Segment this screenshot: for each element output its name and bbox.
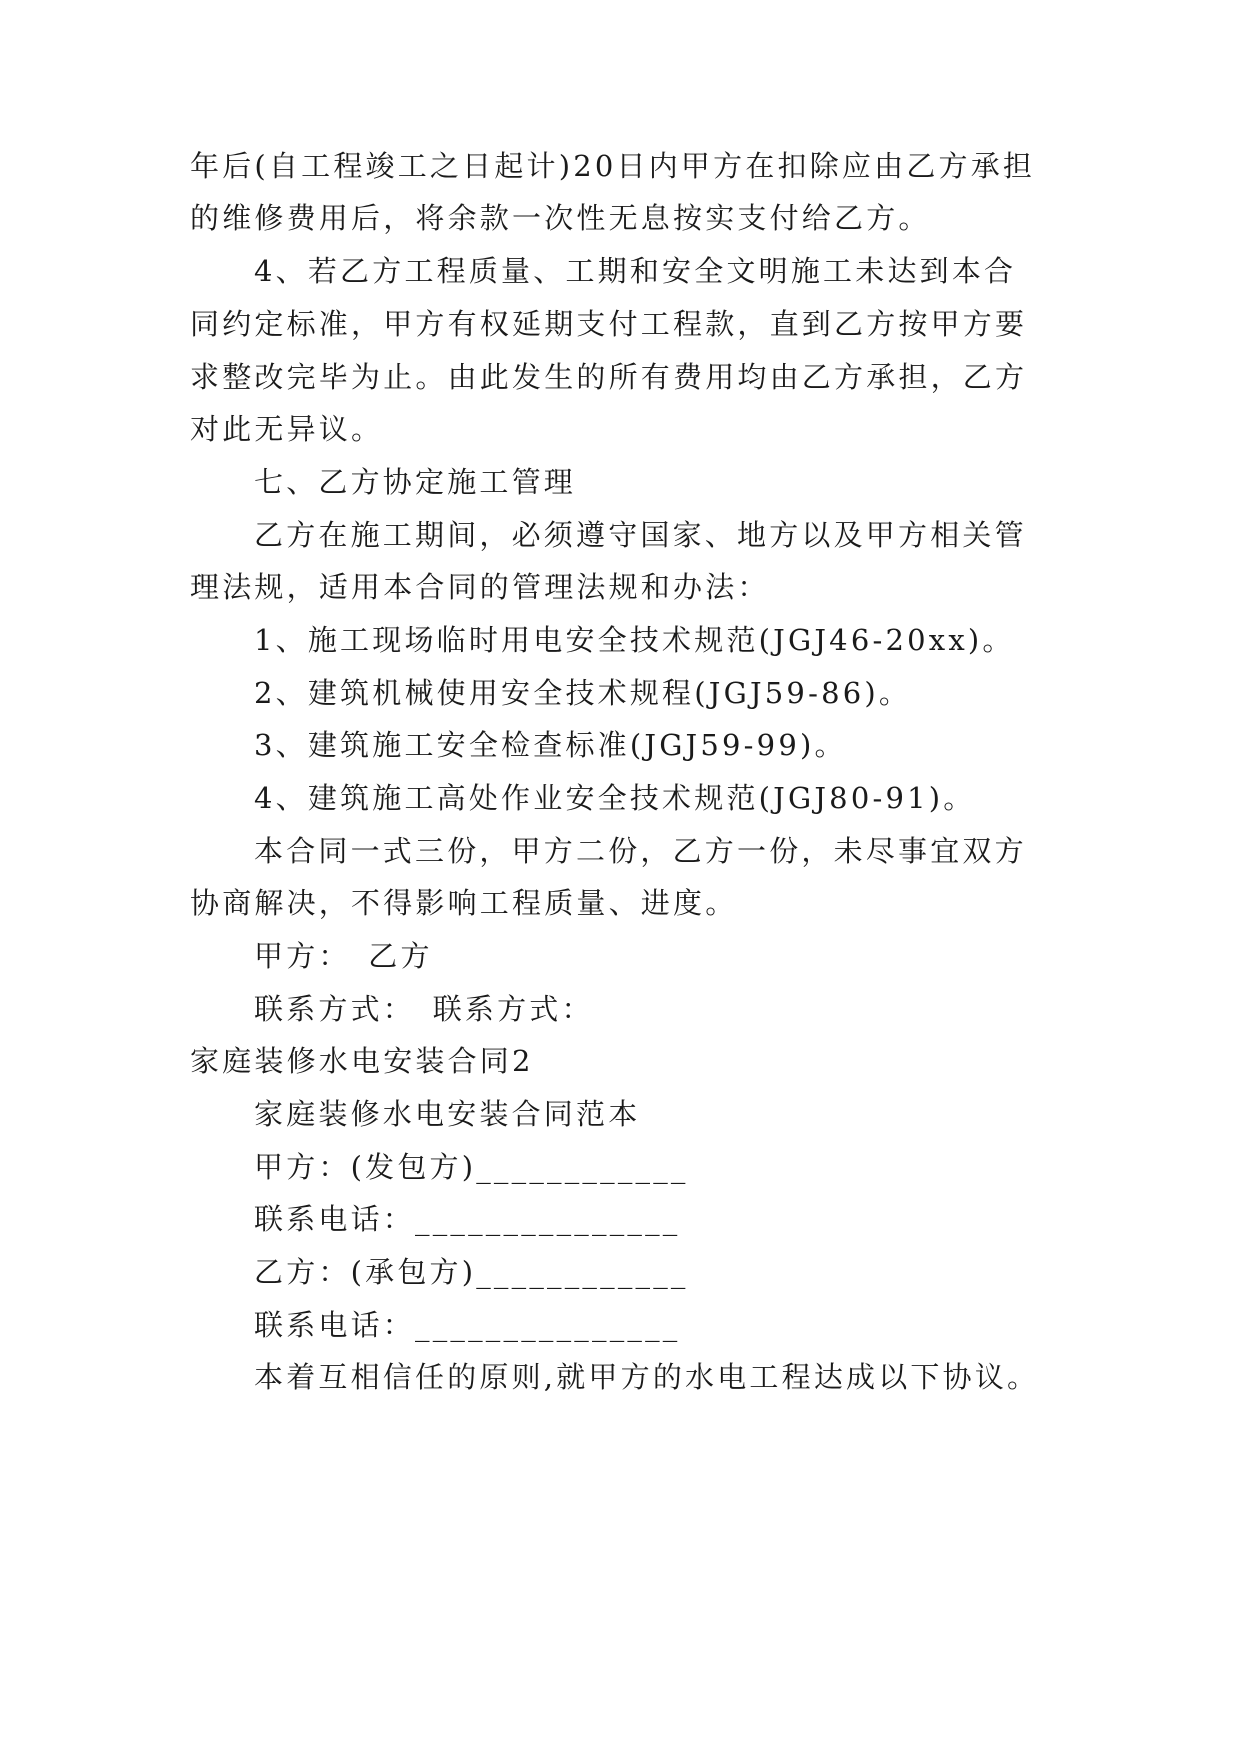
phone-field: 联系电话：_______________ bbox=[254, 1202, 681, 1236]
list-item: 1、施工现场临时用电安全技术规范(JGJ46-20xx)。 bbox=[254, 623, 1015, 657]
paragraph-line: 的维修费用后，将余款一次性无息按实支付给乙方。 bbox=[190, 201, 931, 235]
paragraph-line: 理法规，适用本合同的管理法规和办法： bbox=[190, 570, 770, 604]
paragraph-line: 求整改完毕为止。由此发生的所有费用均由乙方承担，乙方 bbox=[190, 360, 1028, 394]
paragraph-line: 同约定标准，甲方有权延期支付工程款，直到乙方按甲方要 bbox=[190, 307, 1028, 341]
paragraph-line: 4、若乙方工程质量、工期和安全文明施工未达到本合 bbox=[254, 254, 1017, 288]
paragraph-line: 本合同一式三份，甲方二份，乙方一份，未尽事宜双方 bbox=[254, 834, 1027, 868]
party-b-field: 乙方：(承包方)____________ bbox=[254, 1255, 689, 1289]
signature-line: 甲方： 乙方 bbox=[254, 939, 433, 973]
list-item: 3、建筑施工安全检查标准(JGJ59-99)。 bbox=[254, 728, 847, 762]
paragraph-line: 对此无异议。 bbox=[190, 412, 384, 446]
paragraph-line: 乙方在施工期间，必须遵守国家、地方以及甲方相关管 bbox=[254, 518, 1027, 552]
paragraph-line: 年后(自工程竣工之日起计)20日内甲方在扣除应由乙方承担 bbox=[190, 149, 1036, 183]
list-item: 4、建筑施工高处作业安全技术规范(JGJ80-91)。 bbox=[254, 781, 976, 815]
section-heading: 七、乙方协定施工管理 bbox=[254, 465, 577, 499]
phone-field: 联系电话：_______________ bbox=[254, 1308, 681, 1342]
document-subtitle: 家庭装修水电安装合同范本 bbox=[254, 1097, 641, 1131]
party-a-field: 甲方：(发包方)____________ bbox=[254, 1150, 689, 1184]
paragraph-line: 本着互相信任的原则,就甲方的水电工程达成以下协议。 bbox=[254, 1360, 1040, 1394]
list-item: 2、建筑机械使用安全技术规程(JGJ59-86)。 bbox=[254, 676, 912, 710]
paragraph-line: 协商解决，不得影响工程质量、进度。 bbox=[190, 886, 738, 920]
contact-line: 联系方式： 联系方式： bbox=[254, 992, 594, 1026]
document-title: 家庭装修水电安装合同2 bbox=[190, 1044, 534, 1078]
